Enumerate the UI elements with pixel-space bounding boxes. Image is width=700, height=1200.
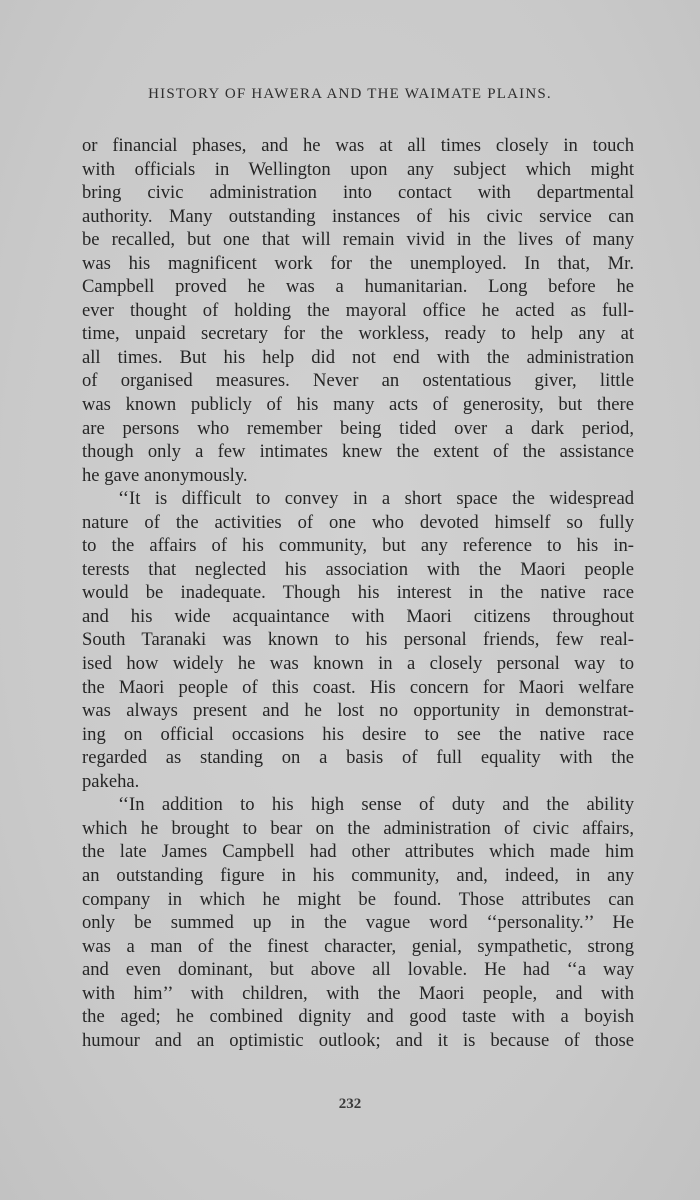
text-line: ised how widely he was known in a closely personal way to: [82, 653, 634, 675]
text-line: all times. But his help did not end with the administration: [82, 346, 634, 368]
text-line: or financial phases, and he was at all times closely in touch: [82, 135, 634, 156]
page-number: 232: [338, 1096, 362, 1112]
text-line: an outstanding figure in his community, and, indeed, in any: [82, 864, 634, 886]
text-line: was always present and he lost no opportunity in demonstrat-: [82, 700, 634, 722]
text-line: regarded as standing on a basis of full equality with the: [82, 747, 634, 769]
text-line: bring civic administration into contact with departmental: [82, 182, 634, 204]
text-line: would be inadequate. Though his interest in the native race: [82, 582, 634, 604]
text-line: only be summed up in the vague word ‘‘personality.’’ He: [82, 912, 634, 934]
text-line: nature of the activities of one who devoted himself so fully: [82, 511, 634, 533]
text-line: with officials in Wellington upon any subject which might: [82, 158, 634, 180]
text-line: the Maori people of this coast. His concern for Maori welfare: [82, 676, 634, 698]
text-line: and even dominant, but above all lovable. He had ‘‘a way: [82, 959, 634, 981]
text-line: South Taranaki was known to his personal friends, few real-: [82, 629, 634, 651]
text-line: which he brought to bear on the administration of civic affairs,: [82, 817, 634, 839]
text-line: was known publicly of his many acts of generosity, but there: [82, 394, 634, 416]
text-line: the aged; he combined dignity and good taste with a boyish: [82, 1006, 634, 1028]
paragraph: [82, 134, 634, 487]
text-line: time, unpaid secretary for the workless, ready to help any at: [82, 323, 634, 345]
text-line: with him’’ with children, with the Maori people, and with: [82, 982, 634, 1004]
text-line: the late James Campbell had other attributes which made him: [82, 841, 634, 863]
text-line: authority. Many outstanding instances of his civic service can: [82, 205, 634, 227]
text-line: company in which he might be found. Those attributes can: [82, 888, 634, 910]
text-line: though only a few intimates knew the extent of the assistance: [82, 441, 634, 463]
text-line: of organised measures. Never an ostentatious giver, little: [82, 370, 634, 392]
paragraph: [82, 487, 634, 793]
text-line: terests that neglected his association with the Maori people: [82, 558, 634, 580]
text-line: he gave anonymously.: [82, 464, 248, 486]
text-line: and his wide acquaintance with Maori citizens throughout: [82, 605, 634, 627]
paragraph: [82, 793, 634, 1052]
text-line: ‘‘In addition to his high sense of duty and the ability: [118, 794, 634, 816]
text-line: pakeha.: [82, 770, 140, 792]
text-line: ‘‘It is difficult to convey in a short space the widespread: [118, 488, 634, 510]
text-line: ever thought of holding the mayoral office he acted as full-: [82, 299, 634, 321]
text-line: are persons who remember being tided over a dark period,: [82, 417, 634, 439]
text-line: to the affairs of his community, but any reference to his in-: [82, 535, 634, 557]
body-text: [82, 134, 634, 1052]
text-line: be recalled, but one that will remain vivid in the lives of many: [82, 229, 634, 251]
text-line: was his magnificent work for the unemployed. In that, Mr.: [82, 252, 634, 274]
text-line: Campbell proved he was a humanitarian. Long before he: [82, 276, 634, 298]
text-line: humour and an optimistic outlook; and it is because of those: [82, 1029, 634, 1051]
text-line: was a man of the finest character, genial, sympathetic, strong: [82, 935, 634, 957]
running-head: HISTORY OF HAWERA AND THE WAIMATE PLAINS.: [148, 86, 552, 102]
text-line: ing on official occasions his desire to see the native race: [82, 723, 634, 745]
